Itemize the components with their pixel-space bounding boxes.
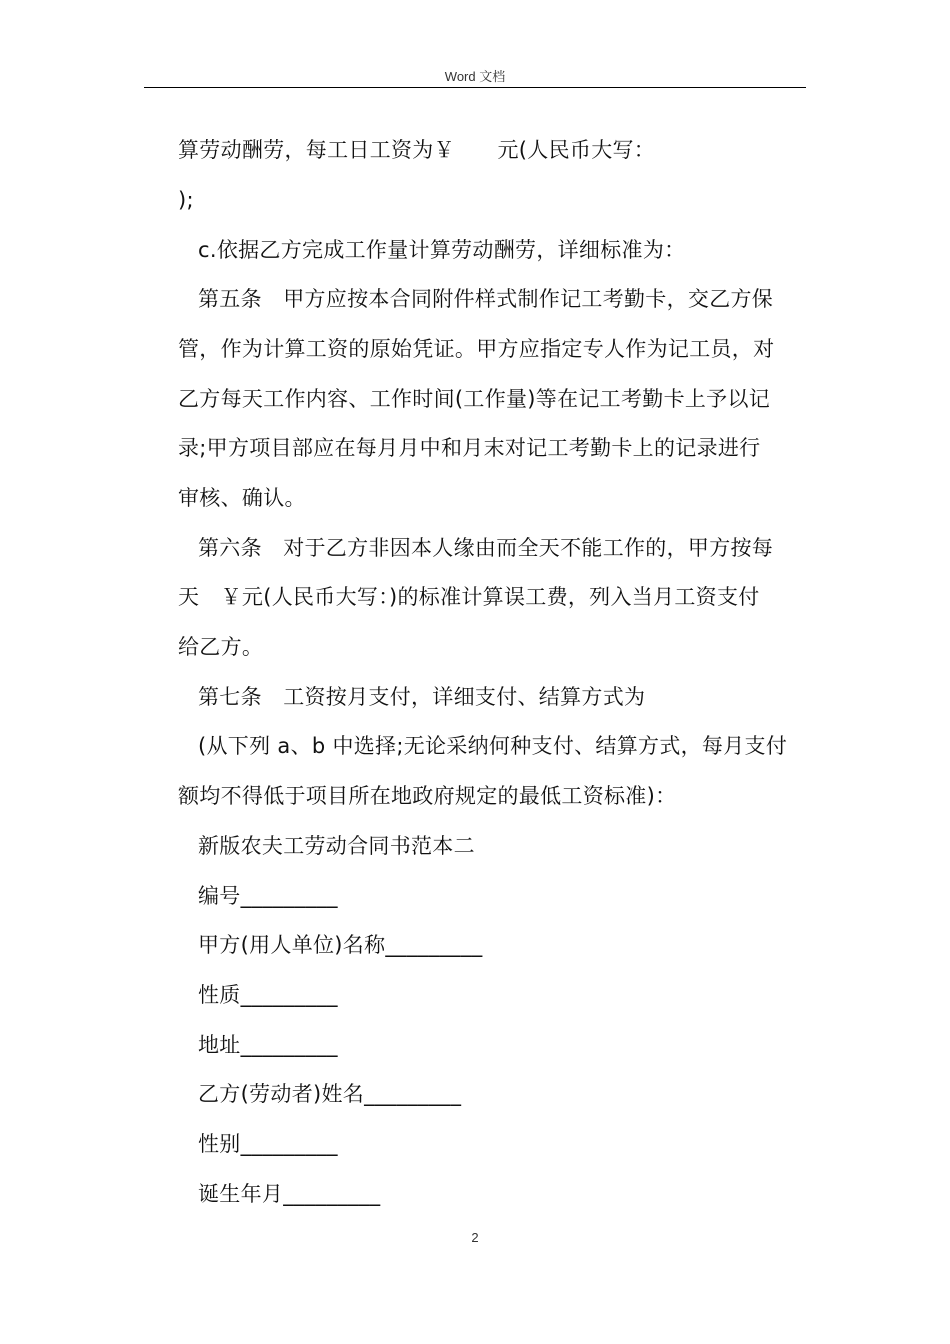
form-field-line: 性质_________ [198,983,338,1007]
section-title: 新版农夫工劳动合同书范本二 [198,834,475,858]
body-line: c.依据乙方完成工作量计算劳动酬劳，详细标准为： [198,238,686,262]
form-field-line: 甲方(用人单位)名称_________ [198,933,483,957]
form-field-line: 乙方(劳动者)姓名_________ [198,1082,462,1106]
form-field-line: 诞生年月_________ [198,1182,381,1206]
body-line: 第七条 工资按月支付，详细支付、结算方式为 [198,685,646,709]
body-line: 管，作为计算工资的原始凭证。甲方应指定专人作为记工员，对 [178,337,775,361]
form-field-line: 编号_________ [198,884,338,908]
body-line: 第六条 对于乙方非因本人缘由而全天不能工作的，甲方按每 [198,536,774,560]
body-line: 天 ￥元(人民币大写：)的标准计算误工费，列入当月工资支付 [178,585,760,609]
body-line: 审核、确认。 [178,486,306,510]
body-line: (从下列 a、b 中选择;无论采纳何种支付、结算方式，每月支付 [198,734,788,758]
page-number: 2 [471,1230,479,1245]
body-line: 额均不得低于项目所在地政府规定的最低工资标准)： [178,784,677,808]
body-line: 算劳动酬劳，每工日工资为￥ 元(人民币大写： [178,138,656,162]
form-field-line: 性别_________ [198,1132,338,1156]
body-line: 给乙方。 [178,635,264,659]
header-divider [144,87,806,88]
body-line: 录;甲方项目部应在每月月中和月末对记工考勤卡上的记录进行 [178,436,761,460]
form-field-line: 地址_________ [198,1033,338,1057]
body-line: 第五条 甲方应按本合同附件样式制作记工考勤卡，交乙方保 [198,287,774,311]
body-line: ); [178,188,194,212]
header-title: Word 文档 [444,69,506,84]
body-line: 乙方每天工作内容、工作时间(工作量)等在记工考勤卡上予以记 [178,387,771,411]
